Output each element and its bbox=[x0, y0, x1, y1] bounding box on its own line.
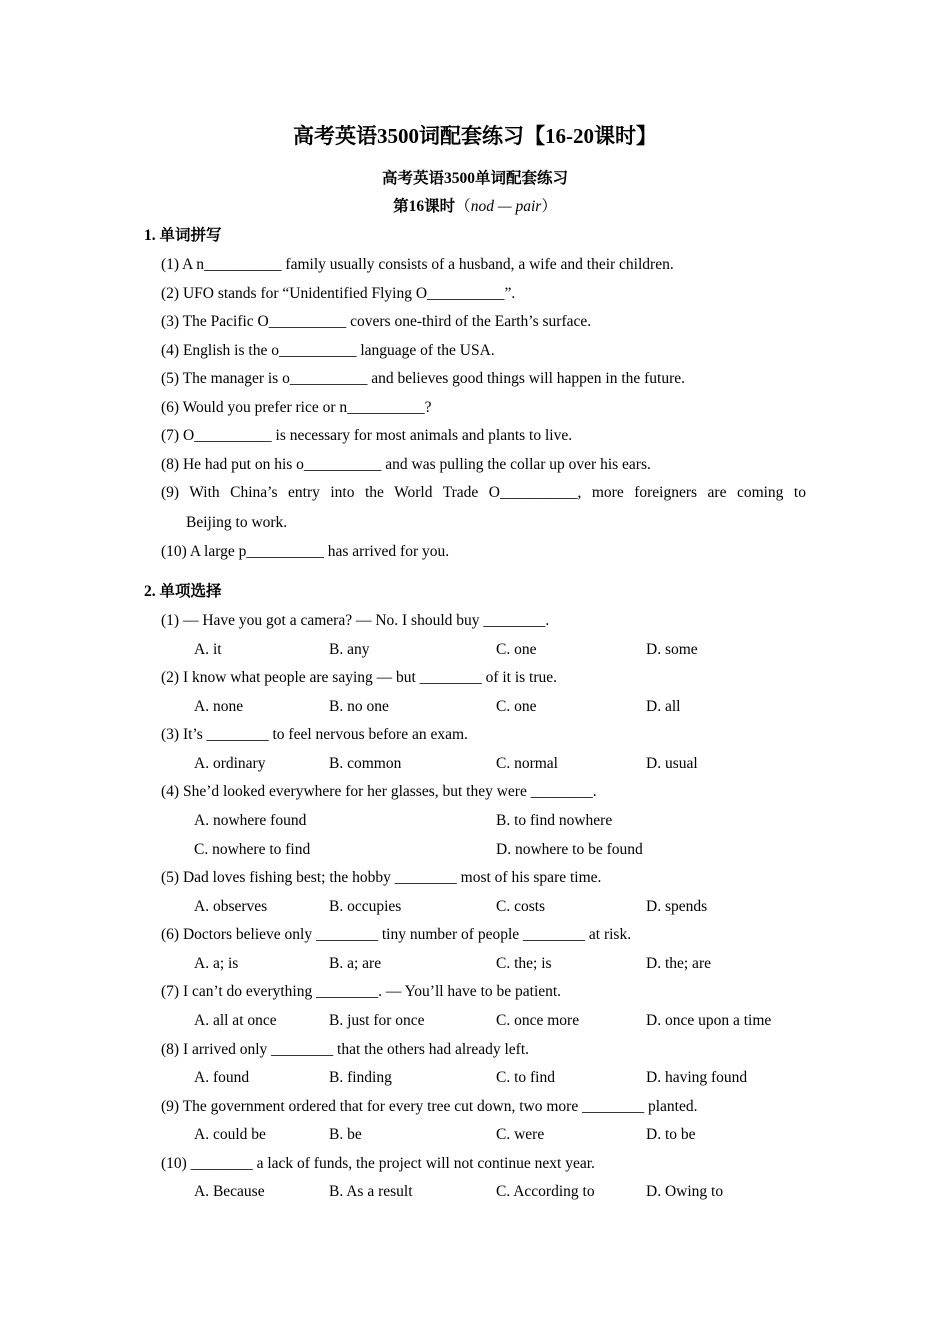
choice-option: A. could be bbox=[194, 1126, 266, 1143]
choice-option: A. found bbox=[194, 1069, 250, 1086]
choice-option: A. all at once bbox=[194, 1012, 277, 1029]
spelling-item: (8) He had put on his o__________ and was pulling the collar up over his ears. bbox=[161, 456, 651, 473]
choice-question: (4) She’d looked everywhere for her glasses, but they were ________. bbox=[161, 783, 597, 800]
choice-option: D. Owing to bbox=[646, 1183, 724, 1200]
choice-option: B. to find nowhere bbox=[496, 812, 613, 829]
choice-option: C. normal bbox=[496, 755, 558, 772]
lesson-range: nod — pair bbox=[470, 198, 542, 215]
choice-question: (8) I arrived only ________ that the others had already left. bbox=[161, 1041, 530, 1058]
choice-option: D. spends bbox=[646, 898, 708, 915]
choice-option: C. to find bbox=[496, 1069, 555, 1086]
spelling-item: (2) UFO stands for “Unidentified Flying O__________”. bbox=[161, 285, 516, 302]
choice-option: C. one bbox=[496, 698, 537, 715]
choice-option: D. having found bbox=[646, 1069, 748, 1086]
choice-question: (3) It’s ________ to feel nervous before an exam. bbox=[161, 726, 468, 743]
choice-option: D. all bbox=[646, 698, 681, 715]
choice-option: C. the; is bbox=[496, 955, 552, 972]
choice-option: B. no one bbox=[329, 698, 389, 715]
page-subtitle: 高考英语3500单词配套练习 bbox=[381, 170, 568, 187]
choice-question: (10) ________ a lack of funds, the project will not continue next year. bbox=[161, 1155, 595, 1172]
lesson-paren-close: ） bbox=[541, 198, 557, 215]
choice-option: B. As a result bbox=[329, 1183, 413, 1200]
lesson-number: 第16课时 bbox=[393, 198, 456, 215]
choice-question: (5) Dad loves fishing best; the hobby ________ most of his spare time. bbox=[161, 869, 602, 886]
choice-option: D. usual bbox=[646, 755, 698, 772]
choice-option: B. a; are bbox=[329, 955, 382, 972]
lesson-paren-open: （ bbox=[455, 198, 471, 215]
choice-option: A. a; is bbox=[194, 955, 239, 972]
choice-option: B. occupies bbox=[329, 898, 402, 915]
choice-option: A. ordinary bbox=[194, 755, 266, 772]
choice-option: A. none bbox=[194, 698, 244, 715]
choice-option: A. nowhere found bbox=[194, 812, 307, 829]
spelling-item: (6) Would you prefer rice or n__________? bbox=[161, 399, 432, 416]
choice-option: B. common bbox=[329, 755, 402, 772]
spelling-item: (3) The Pacific O__________ covers one-third of the Earth’s surface. bbox=[161, 313, 592, 330]
spelling-item: (5) The manager is o__________ and believes good things will happen in the future. bbox=[161, 370, 686, 387]
spelling-item-continuation: Beijing to work. bbox=[186, 514, 288, 531]
choice-option: D. some bbox=[646, 641, 698, 658]
choice-option: D. the; are bbox=[646, 955, 711, 972]
choice-option: B. finding bbox=[329, 1069, 392, 1086]
choice-option: C. one bbox=[496, 641, 537, 658]
choice-option: D. nowhere to be found bbox=[496, 841, 643, 858]
choice-option: D. to be bbox=[646, 1126, 696, 1143]
choice-option: C. costs bbox=[496, 898, 546, 915]
spelling-item: (7) O__________ is necessary for most animals and plants to live. bbox=[161, 427, 573, 444]
choice-option: C. According to bbox=[496, 1183, 595, 1200]
choice-question: (6) Doctors believe only ________ tiny number of people ________ at risk. bbox=[161, 926, 632, 943]
choice-question: (2) I know what people are saying — but ________ of it is true. bbox=[161, 669, 558, 686]
choice-option: A. Because bbox=[194, 1183, 265, 1200]
choice-option: A. observes bbox=[194, 898, 268, 915]
choice-option: A. it bbox=[194, 641, 222, 658]
choice-option: C. nowhere to find bbox=[194, 841, 311, 858]
section-heading-spelling: 1. 单词拼写 bbox=[144, 227, 222, 244]
choice-question: (9) The government ordered that for every tree cut down, two more ________ planted. bbox=[161, 1098, 698, 1115]
choice-question: (7) I can’t do everything ________. — You’ll have to be patient. bbox=[161, 983, 562, 1000]
spelling-item: (1) A n__________ family usually consists of a husband, a wife and their children. bbox=[161, 256, 674, 273]
choice-option: B. any bbox=[329, 641, 370, 658]
choice-question: (1) — Have you got a camera? — No. I should buy ________. bbox=[161, 612, 550, 629]
spelling-item: (10) A large p__________ has arrived for you. bbox=[161, 543, 450, 560]
spelling-item: (4) English is the o__________ language of the USA. bbox=[161, 342, 495, 359]
choice-option: D. once upon a time bbox=[646, 1012, 772, 1029]
section-heading-choice: 2. 单项选择 bbox=[144, 583, 222, 600]
choice-option: B. be bbox=[329, 1126, 362, 1143]
choice-option: C. once more bbox=[496, 1012, 580, 1029]
spelling-item: (9) With China’s entry into the World Trade O__________, more foreigners are coming to bbox=[161, 484, 806, 501]
lesson-label bbox=[0, 196, 950, 218]
page-title: 高考英语3500词配套练习【16-20课时】 bbox=[293, 124, 657, 148]
choice-option: C. were bbox=[496, 1126, 545, 1143]
choice-option: B. just for once bbox=[329, 1012, 425, 1029]
